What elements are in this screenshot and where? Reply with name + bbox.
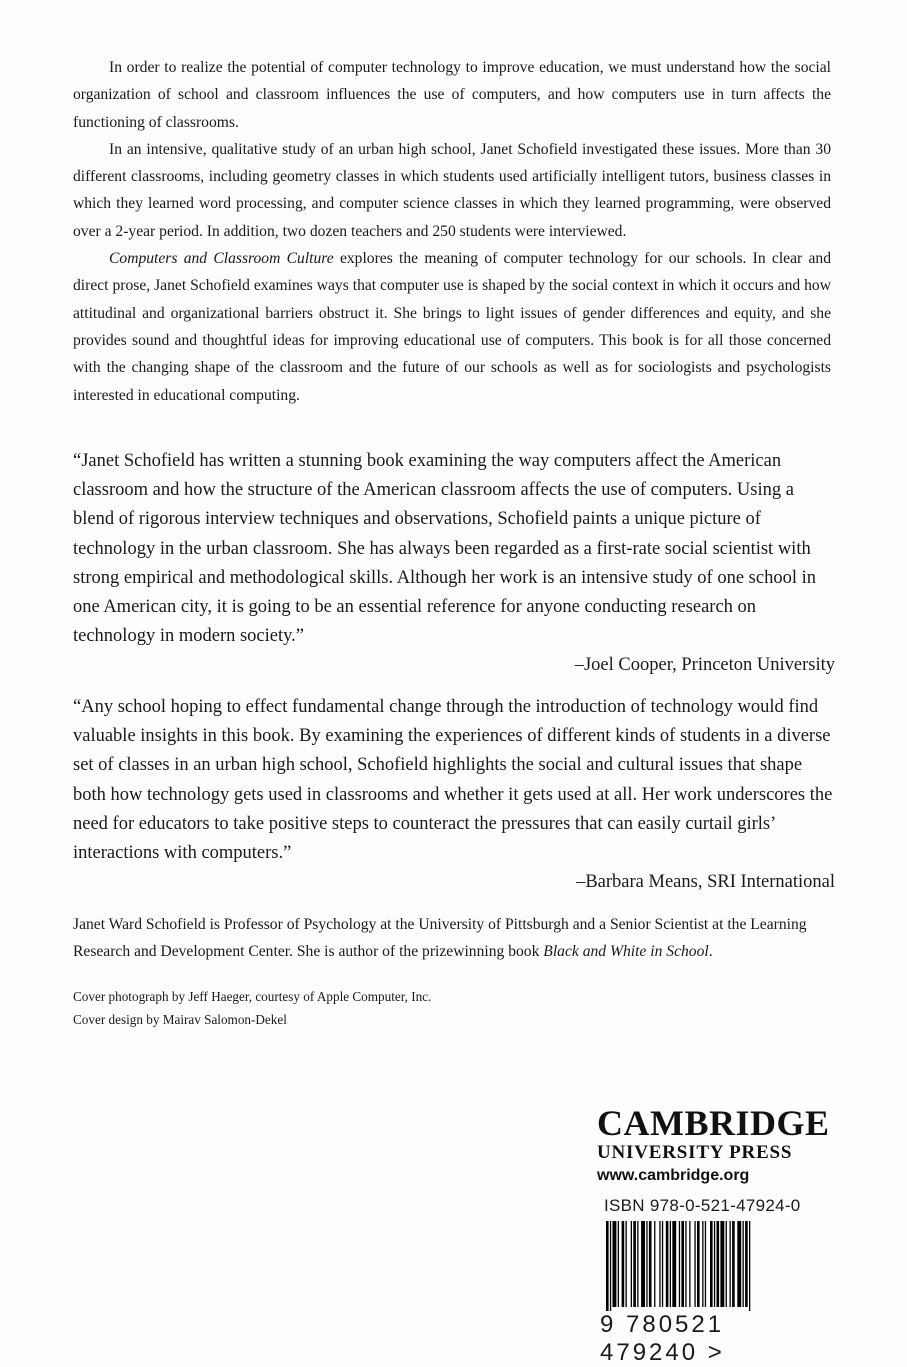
barcode-bar <box>726 1221 727 1307</box>
barcode-bar <box>714 1221 715 1307</box>
barcode-bar <box>697 1221 700 1307</box>
barcode-bar <box>646 1221 647 1307</box>
barcode-bar <box>705 1221 706 1307</box>
endorsement-quote-2 <box>73 693 835 897</box>
blurb-paragraph-3 <box>73 245 831 409</box>
bio-book-title: Black and White in School <box>543 943 709 960</box>
barcode-bar <box>743 1221 744 1307</box>
barcode-bar <box>641 1221 645 1307</box>
barcode-bar <box>702 1221 703 1307</box>
barcode-bar <box>710 1221 713 1307</box>
publisher-subtitle: UNIVERSITY PRESS <box>597 1142 793 1163</box>
barcode-bar <box>631 1221 632 1307</box>
barcode-bar <box>745 1221 748 1307</box>
barcode-digits: 9 780521 479240 > <box>600 1311 830 1367</box>
barcode-bar <box>685 1221 686 1307</box>
quote-attribution: –Joel Cooper, Princeton University <box>574 655 835 676</box>
bio-end: . <box>708 943 713 960</box>
blurb-paragraph-3-text: explores the meaning of computer technology for our schools. In clear and direct prose, Janet Schofield examines ways that computer use is shaped by the social context in which it occurs and how attitudinal and organizational barriers obstruct it. She brings to light issues of gender differences and equity, and she provides sound and thoughtful ideas for improving educational use of computers. This book is for all those concerned with the changing shape of the classroom and the future of our schools as well as for sociologists and psychologists interested in educational computing. <box>73 250 831 404</box>
barcode-bar <box>720 1221 724 1307</box>
barcode-bar <box>659 1221 660 1307</box>
quote-attribution: –Barbara Means, SRI International <box>576 872 835 893</box>
description-blurb <box>73 54 831 409</box>
barcode-bar <box>626 1221 627 1307</box>
barcode-bar <box>717 1221 720 1307</box>
barcode-bar <box>633 1221 636 1307</box>
blurb-paragraph-1: In order to realize the potential of computer technology to improve education, we must understand how the social organization of school and classroom influences the use of computers, and how computers use in turn affects the functioning of classrooms. <box>73 59 831 131</box>
publisher-logo <box>597 1104 837 1185</box>
barcode-bars <box>600 1221 812 1313</box>
publisher-url: www.cambridge.org <box>597 1167 750 1184</box>
barcode-bar <box>666 1221 669 1307</box>
cover-credits <box>73 985 573 1031</box>
barcode-bar <box>649 1221 652 1307</box>
barcode-bar <box>689 1221 690 1307</box>
blurb-paragraph-2: In an intensive, qualitative study of an urban high school, Janet Schofield investigated these issues. More than 30 different classrooms, including geometry classes in which students used artificially intelligent tutors, business classes in which they learned word processing, and computer science classes in which they learned programming, were observed over a 2-year period. In addition, two dozen teachers and 250 students were interviewed. <box>73 140 831 240</box>
barcode-bar <box>654 1221 655 1307</box>
barcode-bar <box>679 1221 680 1307</box>
barcode-bar <box>749 1221 750 1313</box>
barcode-bar <box>681 1221 684 1307</box>
barcode-bar <box>606 1221 609 1313</box>
barcode-bar <box>618 1221 619 1307</box>
publisher-name: CAMBRIDGE <box>597 1103 830 1143</box>
barcode-bar <box>737 1221 741 1307</box>
quote-text: “Any school hoping to effect fundamental change through the introduction of technology would find valuable insights in this book. By examining the experiences of different kinds of students in a diverse set of classes in an urban high school, Schofield highlights the social and cultural issues that shape both how technology gets used in classrooms and whether it gets used at all. Her work underscores the need for educators to take positive steps to counteract the pressures that can easily curtail girls’ interactions with computers.” <box>73 697 833 864</box>
book-title: Computers and Classroom Culture <box>109 250 334 268</box>
barcode-bar <box>732 1221 735 1307</box>
photo-credit: Cover photograph by Jeff Haeger, courtesy of Apple Computer, Inc. <box>73 989 432 1004</box>
isbn-label: ISBN 978-0-521-47924-0 <box>604 1196 801 1215</box>
barcode-bar <box>637 1221 638 1307</box>
author-bio <box>73 911 835 965</box>
barcode-bar <box>730 1221 731 1307</box>
barcode-bar <box>670 1221 671 1307</box>
barcode-bar <box>662 1221 663 1307</box>
barcode-bar <box>610 1221 611 1313</box>
barcode-bar <box>694 1221 695 1307</box>
barcode-bar <box>613 1221 617 1307</box>
quote-text: “Janet Schofield has written a stunning book examining the way computers affect the American classroom and how the structure of the American classroom affects the use of computers. Using a blend of rigorous interview techniques and observations, Schofield paints a unique picture of technology in the urban classroom. She has always been regarded as a first-rate social scientist with strong empirical and methodological skills. Although her work is an intensive study of one school in one American city, it is going to be an essential reference for anyone conducting research on technology in modern society.” <box>73 451 816 647</box>
bio-text: Janet Ward Schofield is Professor of Psychology at the University of Pittsburgh and a Senior Scientist at the Learning Research and Development Center. She is author of the prizewinning book <box>73 916 807 960</box>
design-credit: Cover design by Mairav Salomon-Dekel <box>73 1012 287 1027</box>
barcode-bar <box>622 1221 625 1307</box>
barcode-bar <box>672 1221 676 1307</box>
endorsement-quote-1 <box>73 447 835 681</box>
